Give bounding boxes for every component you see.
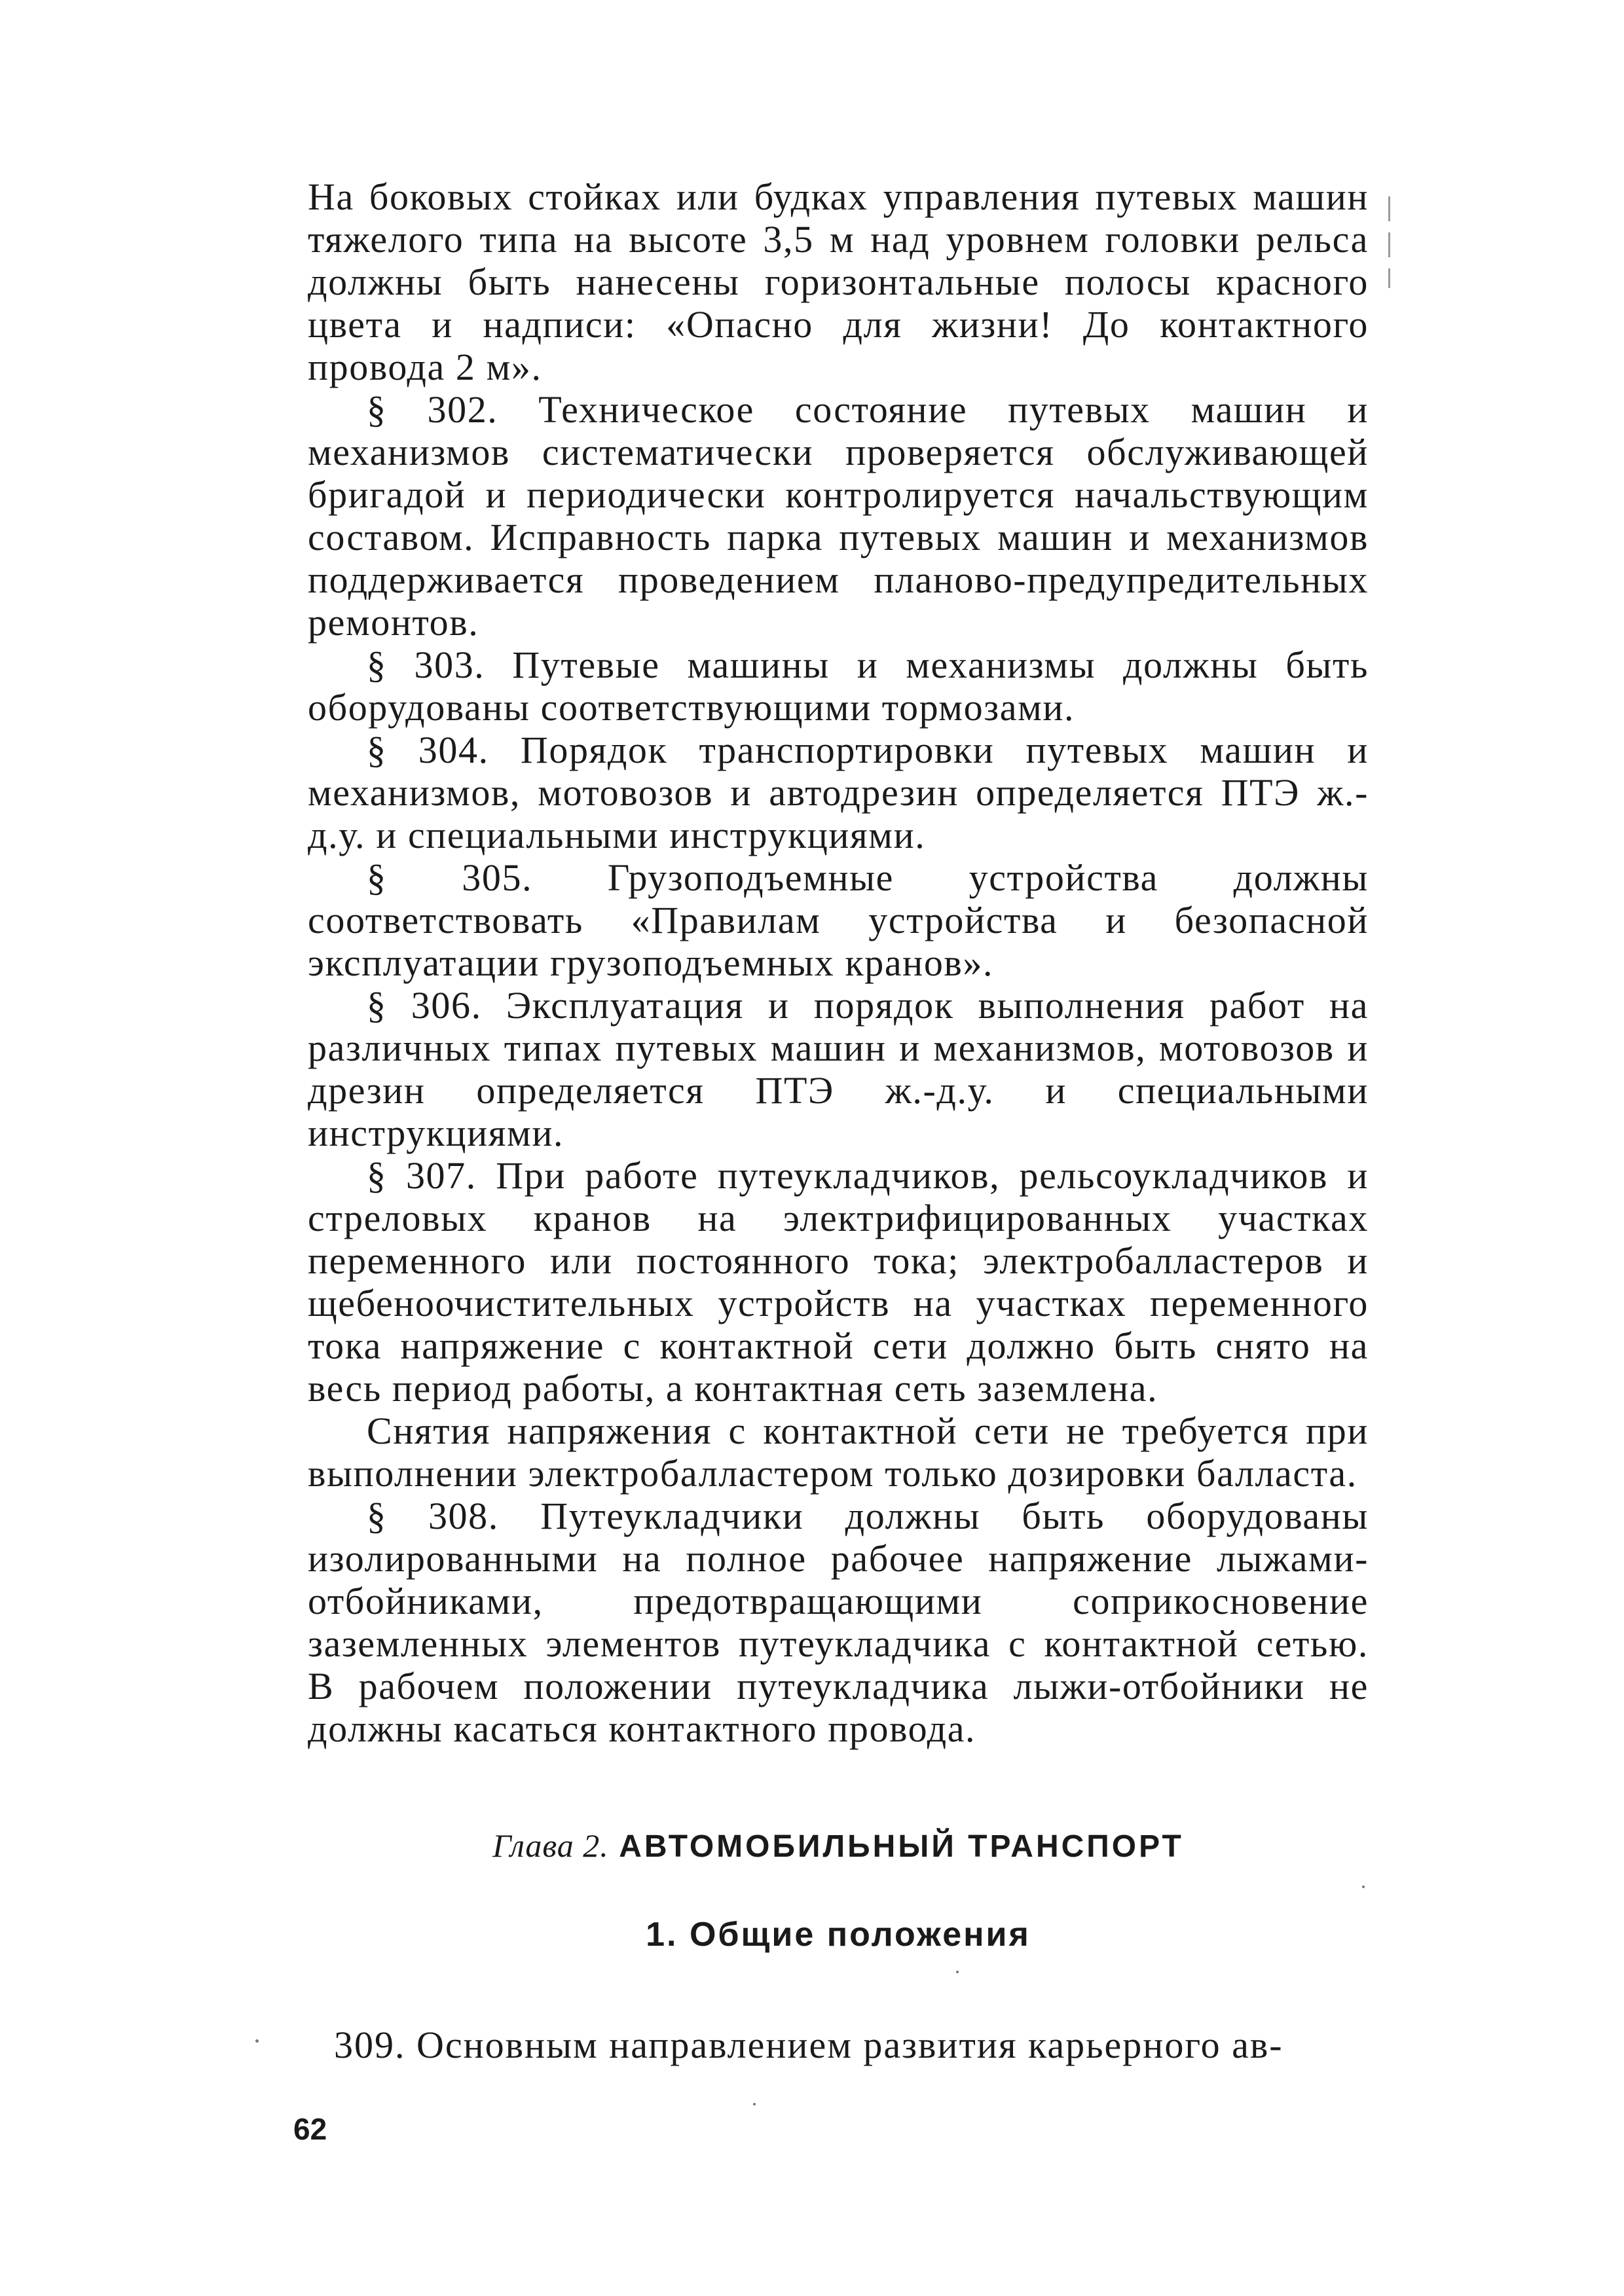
paragraph-304: § 304. Порядок транспортировки путевых машин и механизмов, мотовозов и автодрезин определяется ПТЭ ж.-д.у. и специальными инструкциями. <box>308 729 1369 856</box>
section-heading: 1. Общие положения <box>646 1916 1031 1954</box>
paragraph-intro: На боковых стойках или будках управления путевых машин тяжелого типа на высоте 3,5 м над уровнем головки рельса должны быть нанесены горизонтальные полосы красного цвета и надписи: «Опасно для жизни! До контактного провода 2 м». <box>308 175 1369 388</box>
main-text-column <box>308 175 1369 1750</box>
paragraph-302: § 302. Техническое состояние путевых машин и механизмов систематически проверяется обслуживающей бригадой и периодически контролируется начальствующим составом. Исправность парка путевых машин и механизмов поддерживается проведением планово-предупредительных ремонтов. <box>308 388 1369 644</box>
scan-margin-mark <box>1388 196 1390 221</box>
scan-speck <box>1362 1886 1365 1888</box>
paragraph-308: § 308. Путеукладчики должны быть оборудованы изолированными на полное рабочее напряжение лыжами-отбойниками, предотвращающими соприкосновение заземленных элементов путеукладчика с контактной сетью. В рабочем положении путеукладчика лыжи-отбойники не должны касаться контактного провода. <box>308 1495 1369 1750</box>
chapter-label: Глава 2. <box>492 1827 609 1864</box>
paragraph-309-start: 309. Основным направлением развития карьерного ав- <box>334 2024 1283 2066</box>
paragraph-307: § 307. При работе путеукладчиков, рельсоукладчиков и стреловых кранов на электрифицированных участках переменного или постоянного тока; электробалластеров и щебеноочистительных устройств на участках переменного тока напряжение с контактной сети должно быть снято на весь период работы, а контактная сеть заземлена. <box>308 1154 1369 1410</box>
paragraph-307-note: Снятия напряжения с контактной сети не требуется при выполнении электробалластером только дозировки балласта. <box>308 1410 1369 1495</box>
scan-speck <box>956 1971 959 1973</box>
paragraph-306: § 306. Эксплуатация и порядок выполнения работ на различных типах путевых машин и механизмов, мотовозов и дрезин определяется ПТЭ ж.-д.у. и специальными инструкциями. <box>308 984 1369 1154</box>
scan-speck <box>255 2039 259 2043</box>
chapter-heading <box>308 1827 1369 1865</box>
page-number: 62 <box>293 2112 327 2146</box>
paragraph-305: § 305. Грузоподъемные устройства должны соответствовать «Правилам устройства и безопасной эксплуатации грузоподъемных кранов». <box>308 856 1369 984</box>
scan-speck <box>753 2103 756 2105</box>
chapter-title: АВТОМОБИЛЬНЫЙ ТРАНСПОРТ <box>619 1829 1184 1864</box>
scan-margin-mark <box>1388 268 1390 288</box>
paragraph-303: § 303. Путевые машины и механизмы должны быть оборудованы соответствующими тормозами. <box>308 644 1369 729</box>
scan-margin-mark <box>1388 232 1390 257</box>
